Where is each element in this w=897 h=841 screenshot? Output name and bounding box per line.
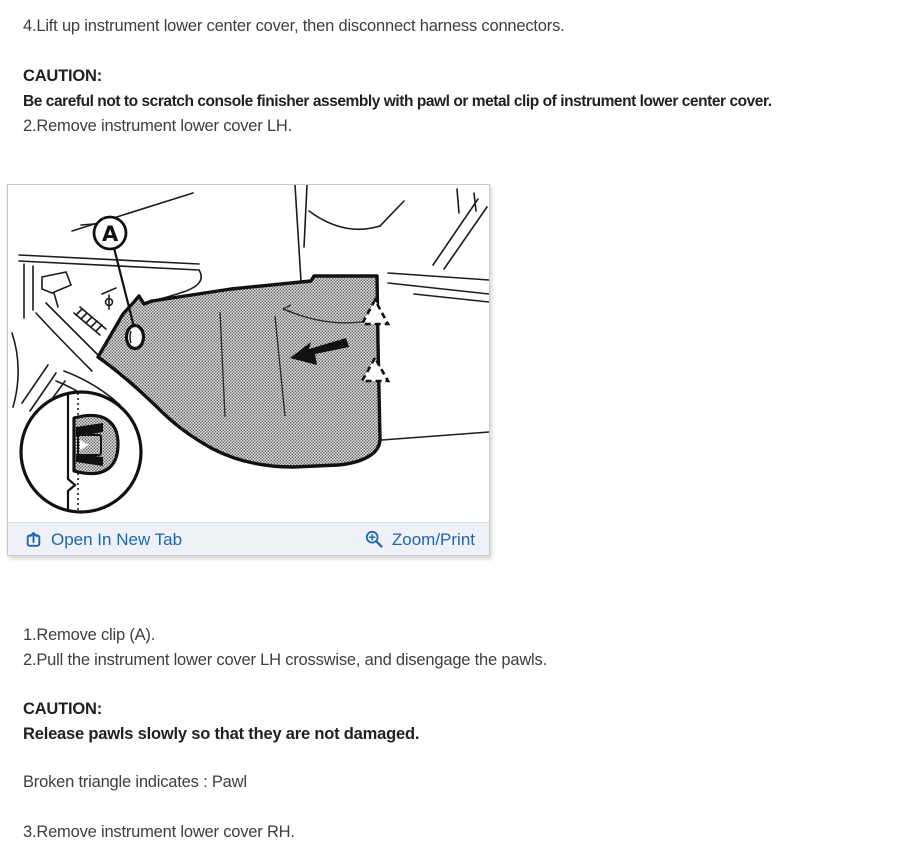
caution-label: CAUTION: — [23, 67, 103, 85]
zoom-print-link[interactable] — [364, 523, 475, 556]
caution2-label: CAUTION: — [23, 700, 103, 718]
figure-toolbar — [8, 522, 489, 555]
instruction-step-2: 2.Remove instrument lower cover LH. — [23, 117, 293, 135]
figure-box — [7, 184, 490, 556]
instruction-step-4: 4.Lift up instrument lower center cover, then disconnect harness connectors. — [23, 17, 565, 35]
zoom-plus-icon — [364, 529, 384, 549]
clip-a — [127, 326, 144, 349]
instruction-step-1-below: 1.Remove clip (A). — [23, 626, 156, 644]
caution2-text: Release pawls slowly so that they are not damaged. — [23, 725, 420, 743]
detail-inset — [21, 391, 141, 513]
vehicle-diagram — [8, 185, 489, 522]
caution-block-2 — [23, 697, 897, 747]
zoom-print-label: Zoom/Print — [391, 529, 475, 549]
instruction-step-2-below: 2.Pull the instrument lower cover LH crosswise, and disengage the pawls. — [23, 651, 547, 669]
diagram-image — [8, 185, 489, 522]
open-in-new-tab-label: Open In New Tab — [51, 529, 183, 549]
open-in-new-tab-icon — [24, 530, 43, 549]
open-in-new-tab-link[interactable] — [24, 523, 182, 556]
pawl-note: Broken triangle indicates : Pawl — [23, 773, 247, 791]
instruction-step-3: 3.Remove instrument lower cover RH. — [23, 823, 295, 841]
label-a-text: A — [101, 222, 119, 246]
caution-text: Be careful not to scratch console finisher assembly with pawl or metal clip of instrument lower center cover. — [23, 93, 772, 110]
caution-block-1 — [23, 64, 897, 114]
steps-below-figure — [23, 623, 897, 673]
